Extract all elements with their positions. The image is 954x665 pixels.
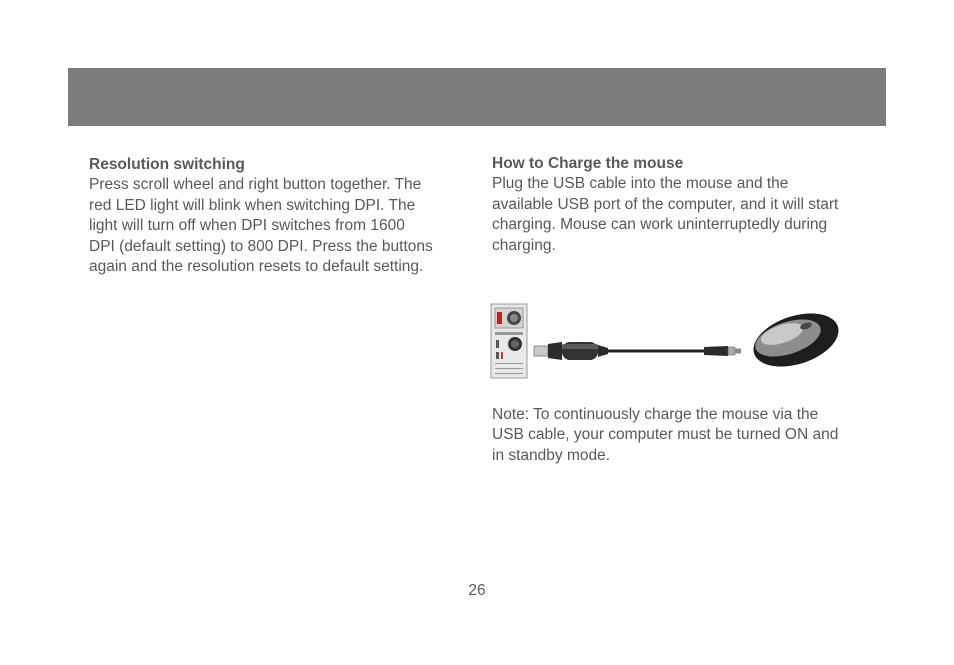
resolution-switching-body: Press scroll wheel and right button together. The red LED light will blink when switching DPI. The light will turn off when DPI switches from 1600 DPI (default setting) to 800 DPI. Press the buttons again and the resolution resets to default setting. xyxy=(89,176,433,276)
charging-note: Note: To continuously charge the mouse via the USB cable, your computer must be turned ON and in standby mode. xyxy=(492,406,839,464)
charge-section xyxy=(492,154,852,256)
header-bar xyxy=(68,68,886,126)
computer-tower-icon xyxy=(491,304,527,378)
page-number: 26 xyxy=(468,582,486,599)
resolution-switching-section xyxy=(89,155,434,277)
charge-heading: How to Charge the mouse xyxy=(492,155,684,172)
mini-usb-connector-icon xyxy=(704,346,741,356)
resolution-switching-heading: Resolution switching xyxy=(89,156,245,173)
charge-body: Plug the USB cable into the mouse and the available USB port of the computer, and it will start charging. Mouse can work uninterruptedly during charging. xyxy=(492,175,839,254)
mouse-icon xyxy=(747,304,846,377)
usb-plug-icon xyxy=(534,342,608,360)
usb-charging-illustration xyxy=(488,300,848,382)
